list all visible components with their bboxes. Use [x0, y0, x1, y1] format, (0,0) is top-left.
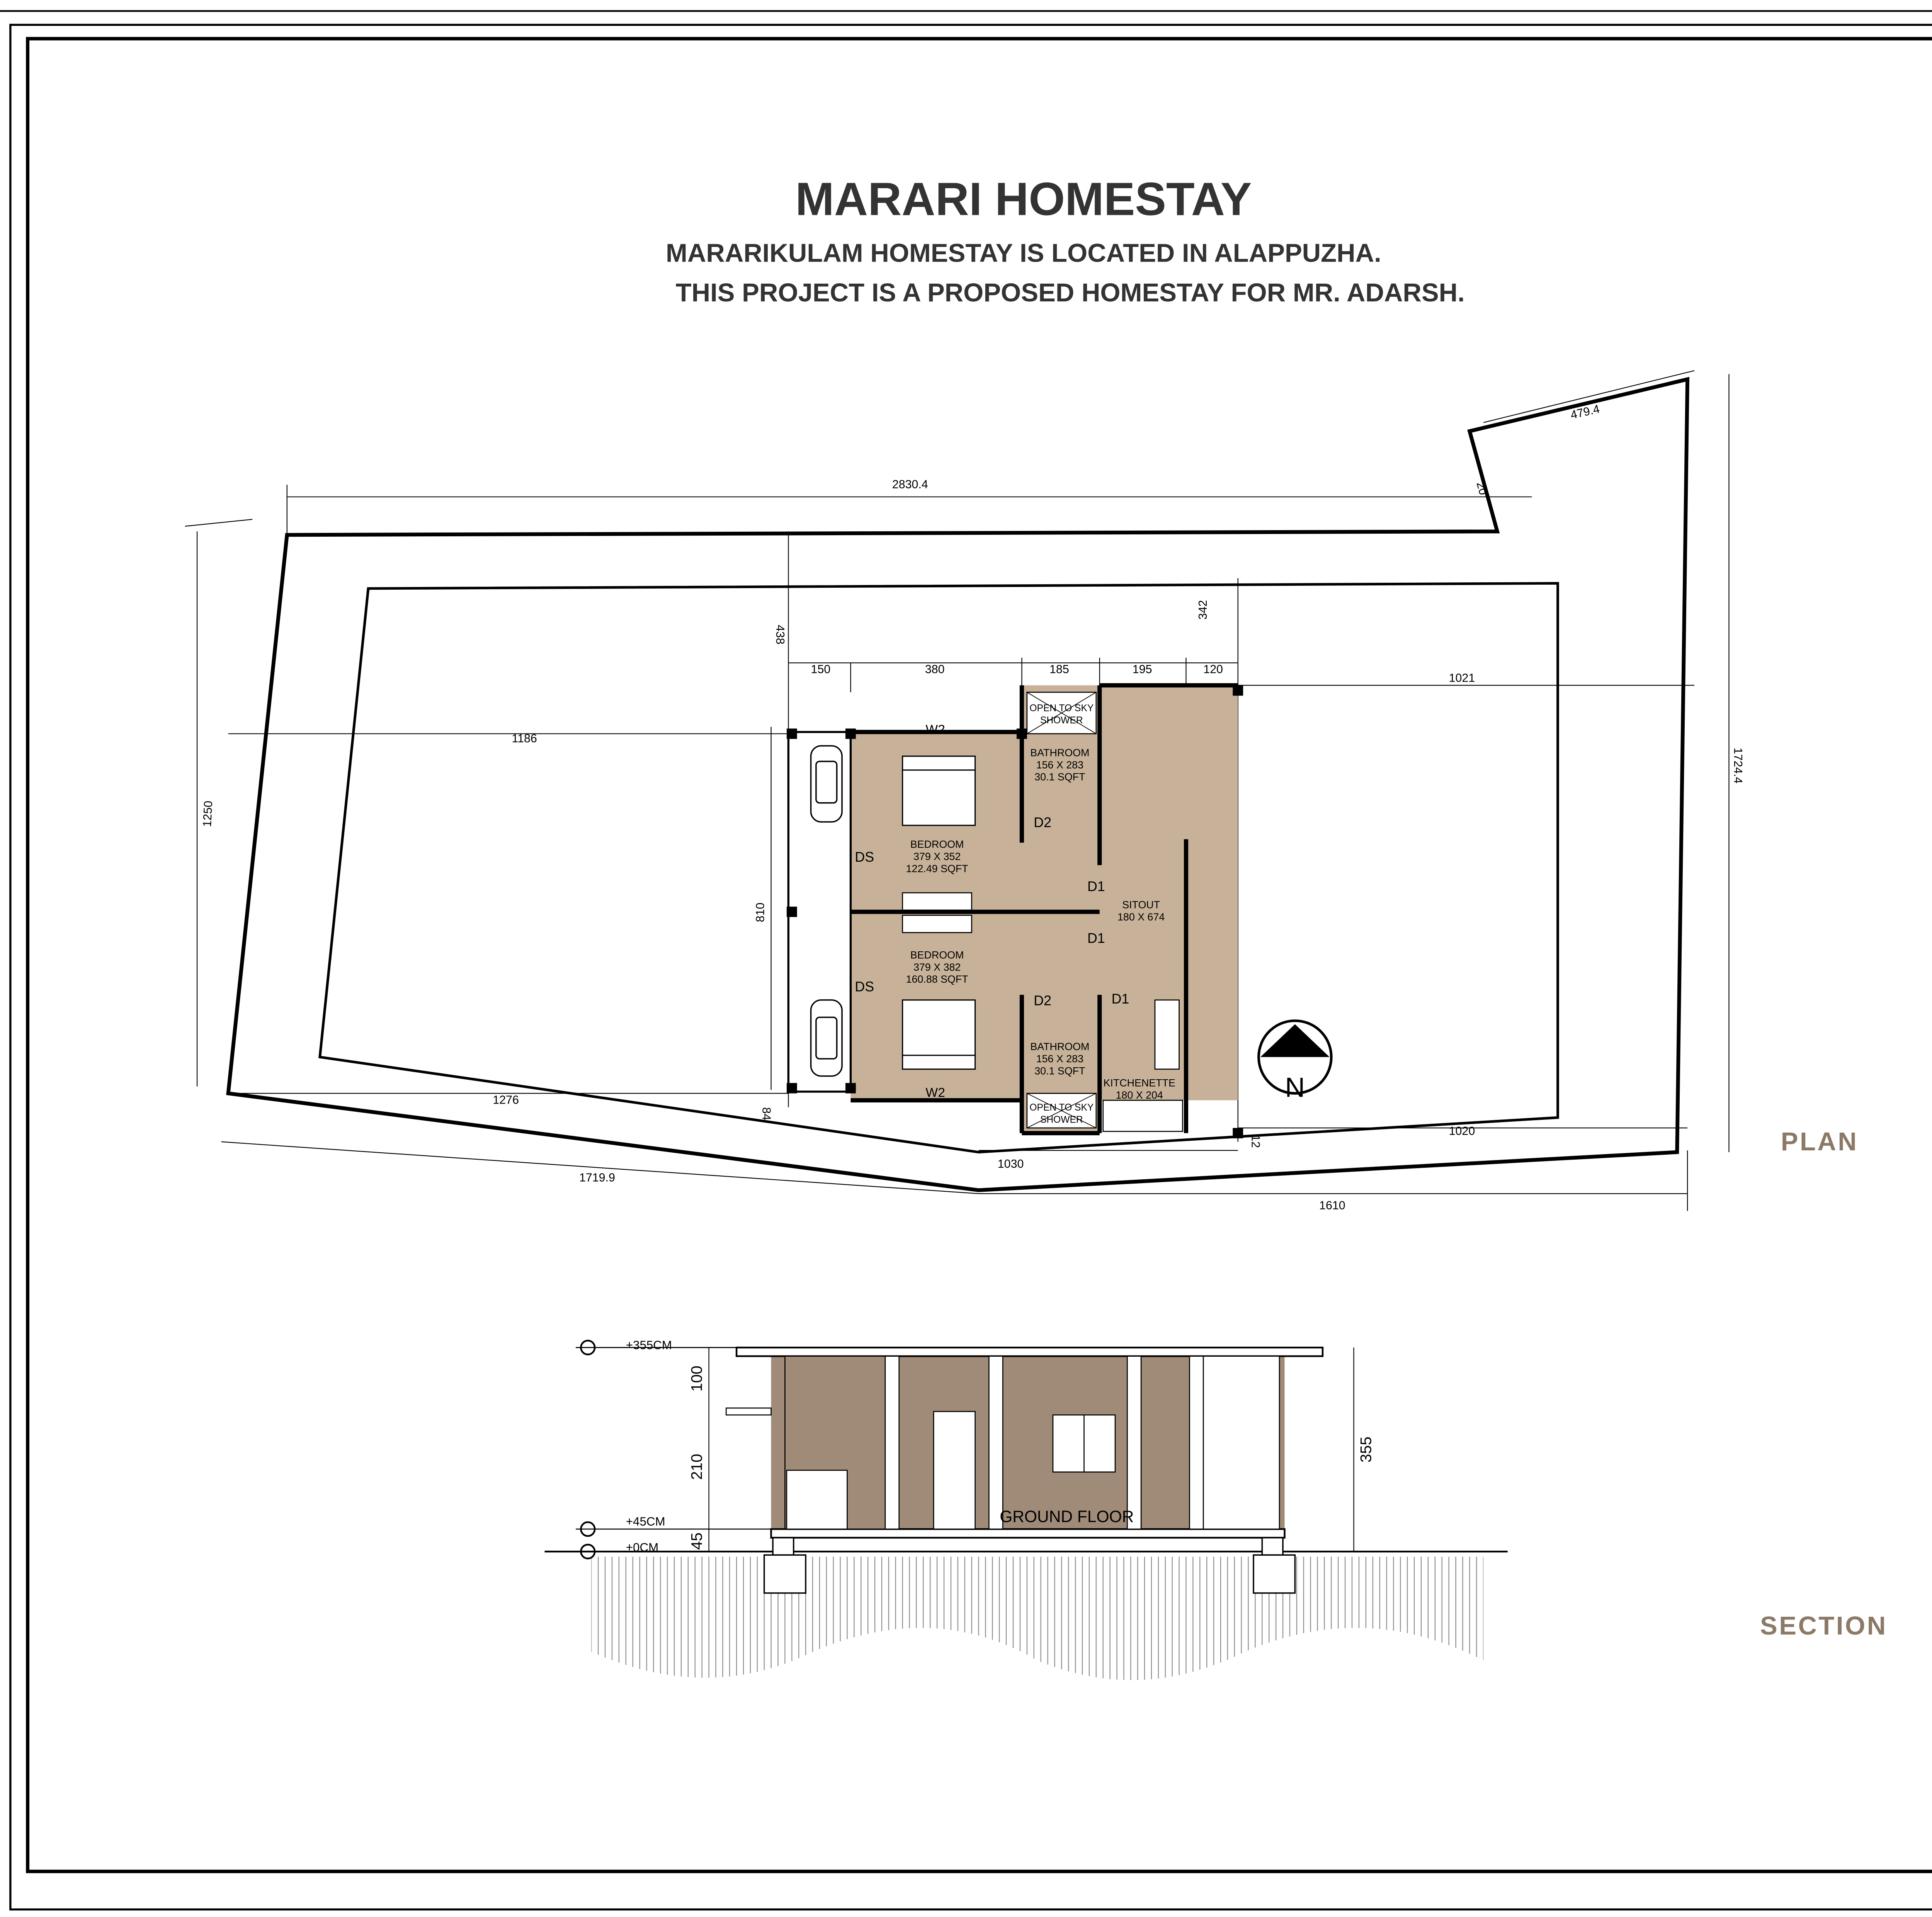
bathroom-size: 156 X 283: [1036, 1053, 1084, 1065]
dim-text: 12: [1249, 1135, 1262, 1148]
dim-text: 1030: [997, 1157, 1024, 1170]
section-label: SECTION: [1760, 1611, 1888, 1641]
dim-text: 195: [1132, 663, 1152, 676]
shower-label: SHOWER: [1040, 1114, 1083, 1125]
dim-text: 1610: [1319, 1199, 1345, 1212]
bathroom-size: 156 X 283: [1036, 759, 1084, 771]
page-subtitle-1: MARARIKULAM HOMESTAY IS LOCATED IN ALAPPUZHA.: [666, 238, 1381, 268]
dim-text: 342: [1196, 600, 1210, 620]
site-plan: [185, 371, 1859, 1212]
roof-slab: [736, 1347, 1323, 1356]
kitchen-label: KITCHENETTE: [1103, 1077, 1175, 1089]
ground-section: [591, 1557, 1483, 1680]
window-label: W2: [925, 722, 945, 737]
floor-label: GROUND FLOOR: [1000, 1508, 1134, 1526]
dim-text: 380: [925, 663, 945, 676]
ds-label: DS: [855, 979, 874, 995]
bathroom-area: 30.1 SQFT: [1034, 771, 1085, 783]
window-label: W2: [925, 1085, 945, 1100]
dim-text: 84: [760, 1107, 773, 1121]
level-ground: +0CM: [626, 1541, 659, 1555]
bathroom-label: BATHROOM: [1030, 747, 1090, 759]
dim-text: 438: [774, 624, 787, 645]
dim-text: 1276: [493, 1093, 519, 1107]
dim-text: 1724.4: [1731, 747, 1745, 784]
plan-label: PLAN: [1781, 1127, 1859, 1157]
table-icon: [903, 915, 972, 933]
dim-text: 479.4: [1569, 402, 1601, 422]
shower-label: OPEN TO SKY: [1029, 703, 1094, 714]
bedroom-area: 122.49 SQFT: [906, 862, 968, 874]
dim-text: 150: [811, 663, 831, 676]
north-arrow-letter: N: [1285, 1072, 1305, 1103]
dim-text: 2830.4: [892, 478, 928, 491]
bedroom-label: BEDROOM: [910, 949, 964, 961]
dim-text: 1021: [1449, 671, 1475, 685]
door-label: D2: [1034, 815, 1051, 830]
page-title: MARARI HOMESTAY: [795, 173, 1252, 225]
dim-text: 1719.9: [579, 1171, 615, 1184]
dim-text: 120: [1203, 663, 1223, 676]
sitout-label: SITOUT: [1122, 899, 1160, 911]
kitchen-store: [1103, 1100, 1183, 1131]
door-label: D2: [1034, 993, 1051, 1009]
bedroom-size: 379 X 382: [913, 961, 961, 973]
bathroom-label: BATHROOM: [1030, 1041, 1090, 1053]
car-porch: [788, 732, 850, 1092]
dim-text: 100: [688, 1366, 706, 1392]
dim-text: 1020: [1449, 1124, 1475, 1138]
dim-text: 810: [753, 902, 767, 922]
floor-slab: [771, 1529, 1285, 1538]
dim-text: 1250: [200, 800, 215, 827]
kitchen-counter: [1155, 1000, 1179, 1069]
page-subtitle-2: THIS PROJECT IS A PROPOSED HOMESTAY FOR MR. ADARSH.: [675, 278, 1465, 308]
dim-text: 20: [1474, 480, 1490, 497]
section-openings: [726, 1356, 1279, 1529]
bedroom-area: 160.88 SQFT: [906, 973, 968, 985]
dim-text: 355: [1357, 1436, 1375, 1463]
dim-text: 210: [688, 1454, 706, 1480]
kitchen-size: 180 X 204: [1116, 1089, 1163, 1101]
door-label: D1: [1087, 878, 1105, 894]
door-label: D1: [1111, 991, 1129, 1007]
shower-label: OPEN TO SKY: [1029, 1102, 1094, 1113]
level-top: +355CM: [626, 1338, 672, 1352]
level-floor: +45CM: [626, 1515, 665, 1529]
dim-text: 1186: [512, 732, 537, 745]
dim-text: 45: [688, 1533, 706, 1550]
section-drawing: [544, 1339, 1887, 1680]
bedroom-size: 379 X 352: [913, 850, 961, 862]
ds-label: DS: [855, 849, 874, 865]
level-markers: [576, 1339, 771, 1558]
door-label: D1: [1087, 930, 1105, 946]
table-icon: [903, 893, 972, 910]
bedroom-label: BEDROOM: [910, 839, 964, 850]
shower-label: SHOWER: [1040, 715, 1083, 726]
dim-text: 185: [1049, 663, 1069, 676]
sitout-size: 180 X 674: [1117, 911, 1165, 923]
bathroom-area: 30.1 SQFT: [1034, 1065, 1085, 1077]
plan-north-arrow: [1259, 1021, 1331, 1103]
